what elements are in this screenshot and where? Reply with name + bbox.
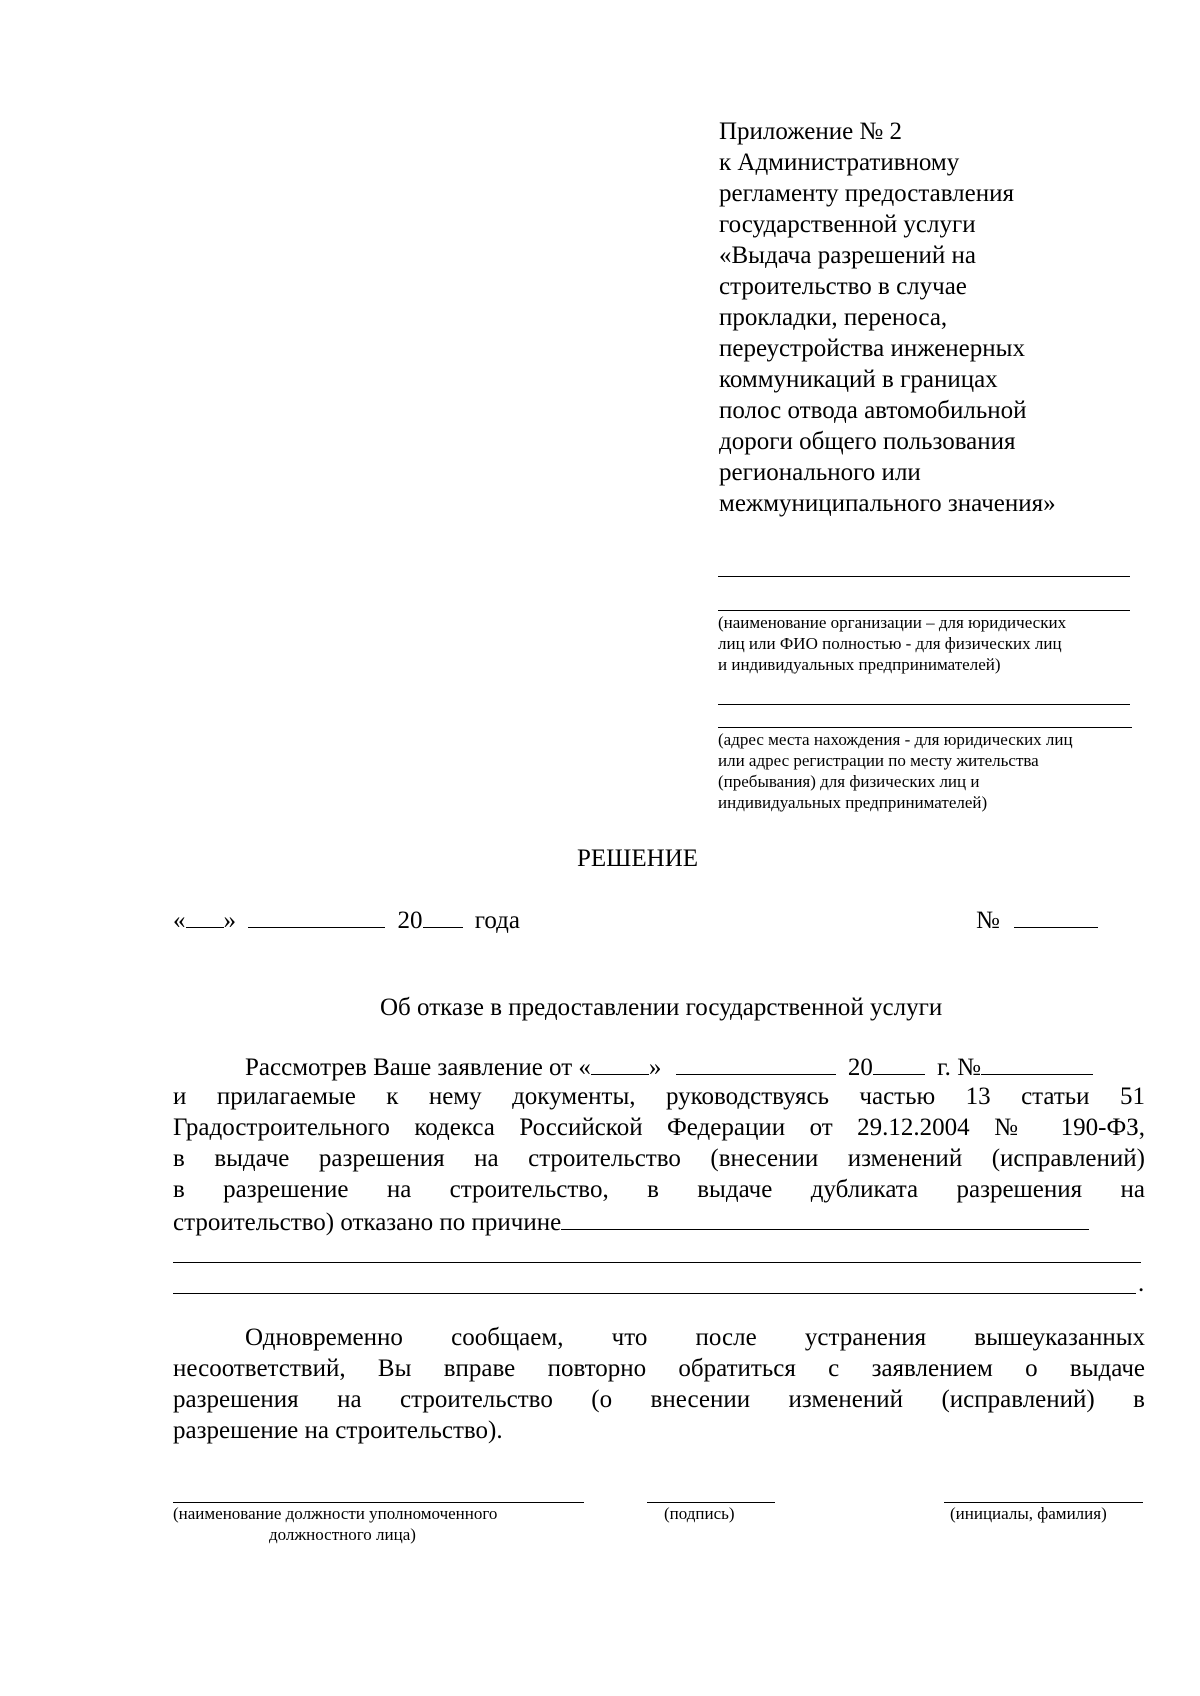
number-sign: № (976, 907, 1000, 934)
paragraph-2-line-2: несоответствий, Вы вправе повторно обратиться с заявлением о выдаче (173, 1355, 1145, 1382)
application-number-field[interactable] (981, 1050, 1093, 1075)
document-subject: Об отказе в предоставлении государственной услуги (380, 994, 943, 1021)
hint-line: лиц или ФИО полностью - для физических лиц (718, 634, 1062, 653)
application-month-field[interactable] (676, 1050, 836, 1075)
application-year-field[interactable] (873, 1050, 925, 1075)
date-open-quote: « (173, 907, 186, 934)
p1-text-a: Рассмотрев Ваше заявление от « (245, 1054, 591, 1081)
annex-line: к Административному (719, 149, 960, 176)
paragraph-1-line-6 (173, 1205, 1143, 1238)
hint-line: должностного лица) (269, 1525, 416, 1544)
address-hint (718, 729, 1158, 813)
paragraph-1-line-2: и прилагаемые к нему документы, руководствуясь частью 13 статьи 51 (173, 1083, 1145, 1110)
p1-text-c: 20 (847, 1054, 873, 1081)
hint-line: (адрес места нахождения - для юридических лиц (718, 730, 1073, 749)
date-close-quote: » (223, 907, 236, 934)
hint-line: (наименование должности уполномоченного (173, 1504, 498, 1523)
hint-line: или адрес регистрации по месту жительства (718, 751, 1039, 770)
p1-text-reason: строительство) отказано по причине (173, 1209, 562, 1236)
annex-line: регионального или (719, 459, 921, 486)
document-title: РЕШЕНИЕ (576, 845, 699, 872)
refusal-reason-field-2[interactable] (173, 1262, 1141, 1263)
annex-line: полос отвода автомобильной (719, 397, 1027, 424)
application-day-field[interactable] (591, 1050, 649, 1075)
signature-hint: (подпись) (664, 1504, 735, 1523)
annex-line: переустройства инженерных (719, 335, 1025, 362)
annex-line: межмуниципального значения» (719, 490, 1056, 517)
date-year-field[interactable] (423, 903, 463, 928)
date-day-field[interactable] (186, 903, 224, 928)
reason-end-period: . (1138, 1270, 1145, 1297)
org-name-field-line-2[interactable] (718, 610, 1130, 611)
annex-line: дороги общего пользования (719, 428, 1016, 455)
paragraph-1-line-5: в разрешение на строительство, в выдаче дубликата разрешения на (173, 1176, 1145, 1203)
paragraph-2-line-1: Одновременно сообщаем, что после устранения вышеуказанных (245, 1324, 1145, 1351)
address-field-line-1[interactable] (718, 704, 1130, 705)
hint-line: и индивидуальных предпринимателей) (718, 655, 1001, 674)
official-position-hint (173, 1503, 593, 1545)
org-name-hint (718, 612, 1158, 675)
paragraph-1-line-3: Градостроительного кодекса Российской Федерации от 29.12.2004 № 190-ФЗ, (173, 1114, 1145, 1141)
annex-line: государственной услуги (719, 211, 976, 238)
date-year-suffix: года (474, 907, 520, 934)
p1-text-d: г. № (937, 1054, 981, 1081)
paragraph-2-line-3: разрешения на строительство (о внесении изменений (исправлений) в (173, 1386, 1145, 1413)
org-name-field-line-1[interactable] (718, 576, 1130, 577)
decision-date-row (173, 903, 520, 936)
decision-number (976, 903, 1098, 936)
hint-line: (наименование организации – для юридических (718, 613, 1067, 632)
paragraph-1-line-4: в выдаче разрешения на строительство (внесении изменений (исправлений) (173, 1145, 1145, 1172)
hint-line: (пребывания) для физических лиц и (718, 772, 980, 791)
hint-line: индивидуальных предпринимателей) (718, 793, 988, 812)
address-field-line-2[interactable] (718, 727, 1132, 728)
paragraph-1-line-1 (173, 1050, 1143, 1083)
decision-number-field[interactable] (1014, 903, 1098, 928)
annex-line: коммуникаций в границах (719, 366, 998, 393)
date-month-field[interactable] (248, 903, 385, 928)
annex-line: прокладки, переноса, (719, 304, 948, 331)
annex-block (719, 116, 1159, 519)
annex-line: регламенту предоставления (719, 180, 1015, 207)
refusal-reason-field-1[interactable] (561, 1205, 1089, 1230)
paragraph-2-line-4: разрешение на строительство). (173, 1417, 503, 1444)
date-year-prefix: 20 (397, 907, 423, 934)
annex-line: «Выдача разрешений на (719, 242, 976, 269)
initials-surname-hint: (инициалы, фамилия) (950, 1504, 1107, 1523)
p1-text-b: » (648, 1054, 662, 1081)
refusal-reason-field-3[interactable] (173, 1293, 1136, 1294)
annex-line: Приложение № 2 (719, 118, 903, 145)
annex-line: строительство в случае (719, 273, 967, 300)
